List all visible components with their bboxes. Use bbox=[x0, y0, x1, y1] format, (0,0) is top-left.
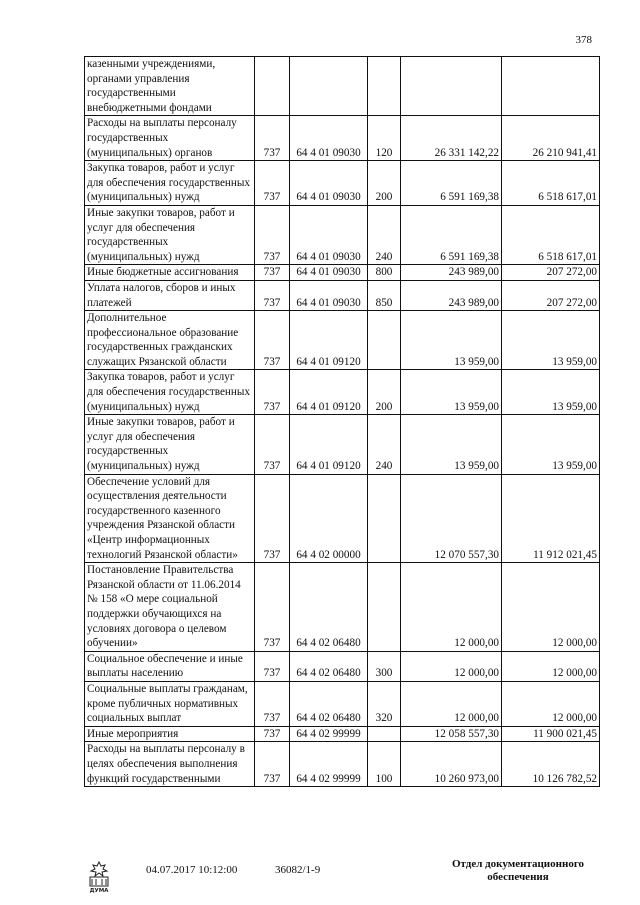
footer-date: 04.07.2017 10:12:00 bbox=[146, 864, 238, 876]
row-grbs-cell: 737 bbox=[255, 311, 290, 370]
row-vr-cell: 800 bbox=[368, 265, 401, 281]
row-grbs-cell: 737 bbox=[255, 370, 290, 415]
row-amount-1-cell: 6 591 169,38 bbox=[401, 205, 502, 264]
row-amount-1-cell: 243 989,00 bbox=[401, 265, 502, 281]
table-row bbox=[85, 415, 600, 474]
row-amount-1-cell: 12 000,00 bbox=[401, 681, 502, 726]
row-cs-cell: 64 4 01 09120 bbox=[290, 311, 368, 370]
row-amount-2-cell: 13 959,00 bbox=[502, 370, 600, 415]
row-grbs-cell: 737 bbox=[255, 726, 290, 742]
row-amount-1-cell: 13 959,00 bbox=[401, 311, 502, 370]
row-grbs-cell: 737 bbox=[255, 265, 290, 281]
row-grbs-cell: 737 bbox=[255, 563, 290, 652]
row-amount-1-cell bbox=[401, 57, 502, 116]
row-amount-1-cell: 12 000,00 bbox=[401, 563, 502, 652]
row-grbs-cell: 737 bbox=[255, 415, 290, 474]
row-cs-cell: 64 4 01 09030 bbox=[290, 280, 368, 310]
row-cs-cell: 64 4 01 09030 bbox=[290, 205, 368, 264]
row-amount-2-cell: 12 000,00 bbox=[502, 681, 600, 726]
row-amount-2-cell: 11 900 021,45 bbox=[502, 726, 600, 742]
row-amount-1-cell: 10 260 973,00 bbox=[401, 742, 502, 787]
footer-doc-number: 36082/1-9 bbox=[275, 864, 321, 876]
table-row bbox=[85, 651, 600, 681]
row-amount-2-cell: 13 959,00 bbox=[502, 311, 600, 370]
row-name-cell: Иные мероприятия bbox=[85, 726, 255, 742]
row-vr-cell: 320 bbox=[368, 681, 401, 726]
row-name-cell: Иные закупки товаров, работ и услуг для обеспечения государственных (муниципальных) нужд bbox=[85, 415, 255, 474]
row-cs-cell: 64 4 02 00000 bbox=[290, 474, 368, 563]
row-cs-cell: 64 4 02 99999 bbox=[290, 726, 368, 742]
row-amount-2-cell: 12 000,00 bbox=[502, 651, 600, 681]
row-vr-cell: 240 bbox=[368, 205, 401, 264]
row-amount-1-cell: 12 070 557,30 bbox=[401, 474, 502, 563]
row-cs-cell: 64 4 01 09030 bbox=[290, 161, 368, 206]
table-row bbox=[85, 742, 600, 787]
row-name-cell: Дополнительное профессиональное образование государственных гражданских служащих Рязанской области bbox=[85, 311, 255, 370]
table-row bbox=[85, 57, 600, 116]
row-grbs-cell: 737 bbox=[255, 742, 290, 787]
table-row bbox=[85, 311, 600, 370]
row-grbs-cell bbox=[255, 57, 290, 116]
row-amount-1-cell: 12 000,00 bbox=[401, 651, 502, 681]
table-row bbox=[85, 474, 600, 563]
row-vr-cell: 240 bbox=[368, 415, 401, 474]
page-number: 378 bbox=[575, 34, 592, 46]
footer-department bbox=[438, 858, 598, 884]
row-vr-cell: 120 bbox=[368, 116, 401, 161]
row-name-cell: Закупка товаров, работ и услуг для обеспечения государственных (муниципальных) нужд bbox=[85, 161, 255, 206]
table-row bbox=[85, 370, 600, 415]
row-amount-1-cell: 13 959,00 bbox=[401, 370, 502, 415]
row-grbs-cell: 737 bbox=[255, 205, 290, 264]
row-grbs-cell: 737 bbox=[255, 474, 290, 563]
row-cs-cell: 64 4 02 06480 bbox=[290, 651, 368, 681]
row-cs-cell: 64 4 01 09120 bbox=[290, 370, 368, 415]
row-vr-cell bbox=[368, 726, 401, 742]
row-amount-2-cell: 13 959,00 bbox=[502, 415, 600, 474]
row-grbs-cell: 737 bbox=[255, 280, 290, 310]
row-grbs-cell: 737 bbox=[255, 681, 290, 726]
row-cs-cell bbox=[290, 57, 368, 116]
row-amount-2-cell: 6 518 617,01 bbox=[502, 161, 600, 206]
row-name-cell: Постановление Правительства Рязанской области от 11.06.2014 № 158 «О мере социальной поддержки обучающихся на условиях договора о целевом обучении» bbox=[85, 563, 255, 652]
row-grbs-cell: 737 bbox=[255, 651, 290, 681]
row-cs-cell: 64 4 02 06480 bbox=[290, 563, 368, 652]
table-row bbox=[85, 161, 600, 206]
table-row bbox=[85, 726, 600, 742]
logo-text: ДУМА bbox=[89, 888, 109, 894]
table-row bbox=[85, 563, 600, 652]
row-vr-cell bbox=[368, 563, 401, 652]
row-amount-2-cell: 12 000,00 bbox=[502, 563, 600, 652]
row-vr-cell bbox=[368, 311, 401, 370]
row-grbs-cell: 737 bbox=[255, 161, 290, 206]
row-amount-1-cell: 6 591 169,38 bbox=[401, 161, 502, 206]
row-amount-2-cell: 26 210 941,41 bbox=[502, 116, 600, 161]
row-name-cell: Социальное обеспечение и иные выплаты населению bbox=[85, 651, 255, 681]
row-name-cell: казенными учреждениями, органами управления государственными внебюджетными фондами bbox=[85, 57, 255, 116]
table-row bbox=[85, 280, 600, 310]
row-vr-cell: 200 bbox=[368, 161, 401, 206]
table-row bbox=[85, 265, 600, 281]
row-cs-cell: 64 4 02 99999 bbox=[290, 742, 368, 787]
row-cs-cell: 64 4 02 06480 bbox=[290, 681, 368, 726]
row-vr-cell: 200 bbox=[368, 370, 401, 415]
row-amount-2-cell: 207 272,00 bbox=[502, 265, 600, 281]
row-amount-1-cell: 26 331 142,22 bbox=[401, 116, 502, 161]
row-vr-cell: 300 bbox=[368, 651, 401, 681]
row-amount-1-cell: 243 989,00 bbox=[401, 280, 502, 310]
row-vr-cell bbox=[368, 474, 401, 563]
row-amount-2-cell: 10 126 782,52 bbox=[502, 742, 600, 787]
row-name-cell: Уплата налогов, сборов и иных платежей bbox=[85, 280, 255, 310]
row-amount-1-cell: 12 058 557,30 bbox=[401, 726, 502, 742]
row-grbs-cell: 737 bbox=[255, 116, 290, 161]
page-footer bbox=[0, 850, 640, 900]
row-cs-cell: 64 4 01 09120 bbox=[290, 415, 368, 474]
table-row bbox=[85, 116, 600, 161]
row-name-cell: Иные бюджетные ассигнования bbox=[85, 265, 255, 281]
row-name-cell: Обеспечение условий для осуществления деятельности государственного казенного учреждения Рязанской области «Центр информационных технологий Рязанской области» bbox=[85, 474, 255, 563]
row-vr-cell: 100 bbox=[368, 742, 401, 787]
row-cs-cell: 64 4 01 09030 bbox=[290, 265, 368, 281]
row-amount-2-cell: 6 518 617,01 bbox=[502, 205, 600, 264]
table-row bbox=[85, 681, 600, 726]
duma-logo-icon bbox=[86, 860, 112, 894]
row-amount-2-cell bbox=[502, 57, 600, 116]
footer-department-line2: обеспечения bbox=[487, 871, 549, 883]
budget-table bbox=[84, 56, 600, 787]
table-row bbox=[85, 205, 600, 264]
row-amount-2-cell: 11 912 021,45 bbox=[502, 474, 600, 563]
row-amount-2-cell: 207 272,00 bbox=[502, 280, 600, 310]
row-name-cell: Закупка товаров, работ и услуг для обеспечения государственных (муниципальных) нужд bbox=[85, 370, 255, 415]
row-amount-1-cell: 13 959,00 bbox=[401, 415, 502, 474]
row-name-cell: Расходы на выплаты персоналу в целях обеспечения выполнения функций государственными bbox=[85, 742, 255, 787]
row-vr-cell: 850 bbox=[368, 280, 401, 310]
row-name-cell: Расходы на выплаты персоналу государственных (муниципальных) органов bbox=[85, 116, 255, 161]
row-name-cell: Иные закупки товаров, работ и услуг для обеспечения государственных (муниципальных) нужд bbox=[85, 205, 255, 264]
budget-table-body bbox=[85, 57, 600, 787]
row-vr-cell bbox=[368, 57, 401, 116]
row-name-cell: Социальные выплаты гражданам, кроме публичных нормативных социальных выплат bbox=[85, 681, 255, 726]
footer-department-line1: Отдел документационного bbox=[451, 858, 585, 870]
row-cs-cell: 64 4 01 09030 bbox=[290, 116, 368, 161]
